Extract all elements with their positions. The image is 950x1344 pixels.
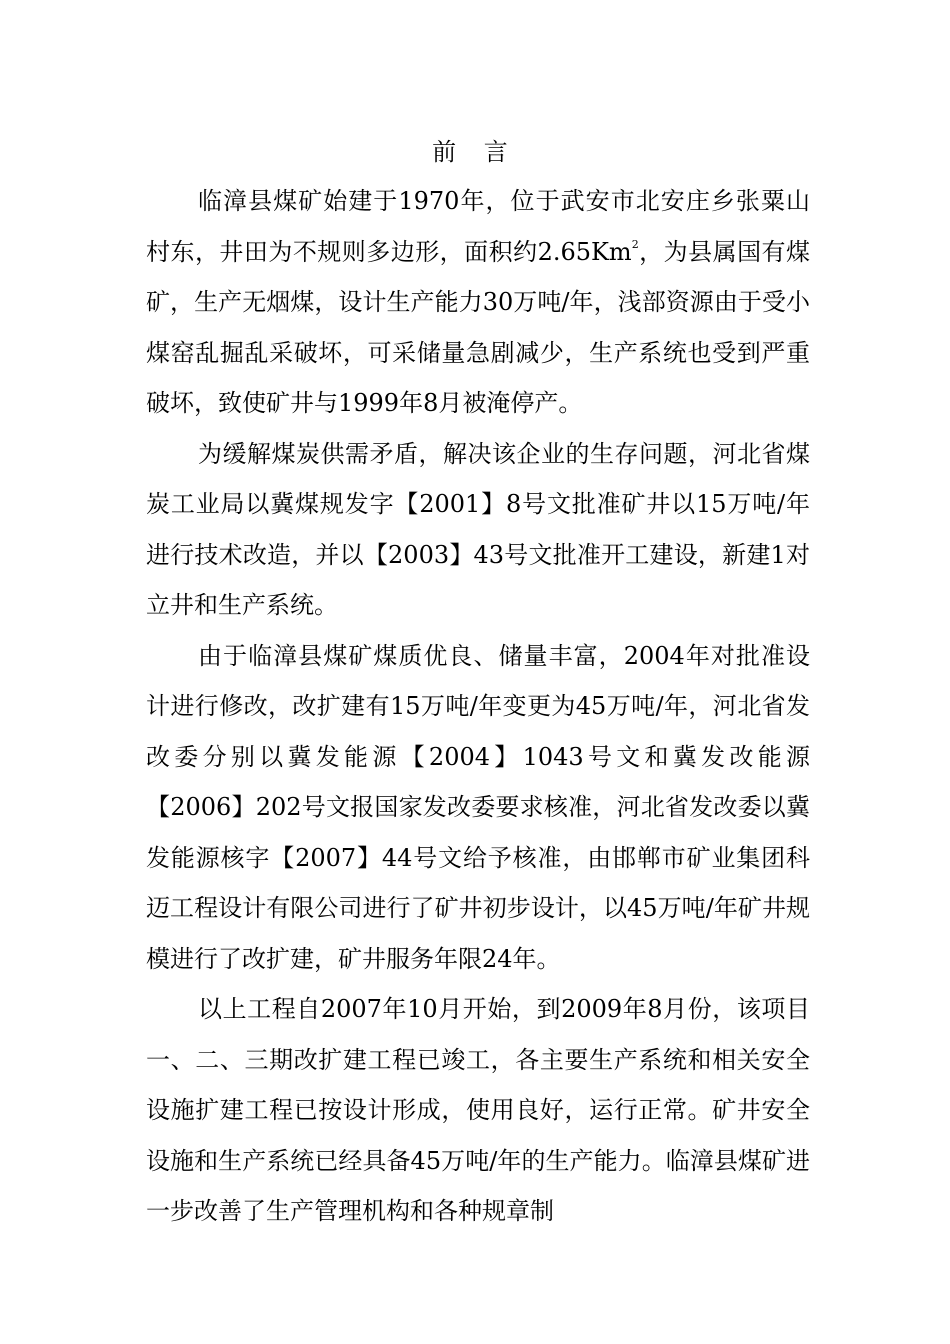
paragraph-1 [146, 176, 810, 429]
paragraph-1-text-after: ，为县属国有煤矿，生产无烟煤，设计生产能力30万吨/年，浅部资源由于受小煤窑乱掘乱采破坏，可采储量急剧减少，生产系统也受到严重破坏，致使矿井与1999年8月被淹停产。 [146, 237, 811, 417]
paragraph-4: 以上工程自2007年10月开始，到2009年8月份，该项目一、二、三期改扩建工程已竣工，各主要生产系统和相关安全设施扩建工程已按设计形成，使用良好，运行正常。矿井安全设施和生产系统已经具备45万吨/年的生产能力。临漳县煤矿进一步改善了生产管理机构和各种规章制 [146, 995, 810, 1225]
superscript-squared: 2 [631, 237, 639, 251]
document-title: 前 言 [432, 138, 518, 166]
paragraph-3: 由于临漳县煤矿煤质优良、储量丰富，2004年对批准设计进行修改，改扩建有15万吨/年变更为45万吨/年，河北省发改委分别以冀发能源【2004】1043号文和冀发改能源【2006】202号文报国家发改委要求核准，河北省发改委以冀发能源核字【2007】44号文给予核准，由邯郸市矿业集团科迈工程设计有限公司进行了矿井初步设计，以45万吨/年矿井规模进行了改扩建，矿井服务年限24年。 [146, 641, 810, 973]
document-body [146, 176, 810, 1237]
paragraph-2: 为缓解煤炭供需矛盾，解决该企业的生存问题，河北省煤炭工业局以冀煤规发字【2001】8号文批准矿井以15万吨/年进行技术改造，并以【2003】43号文批准开工建设，新建1对立井和生产系统。 [146, 439, 810, 619]
paragraph-1-text-before: 临漳县煤矿始建于1970年，位于武安市北安庄乡张粟山村东，井田为不规则多边形，面积约2.65Km [146, 187, 810, 266]
